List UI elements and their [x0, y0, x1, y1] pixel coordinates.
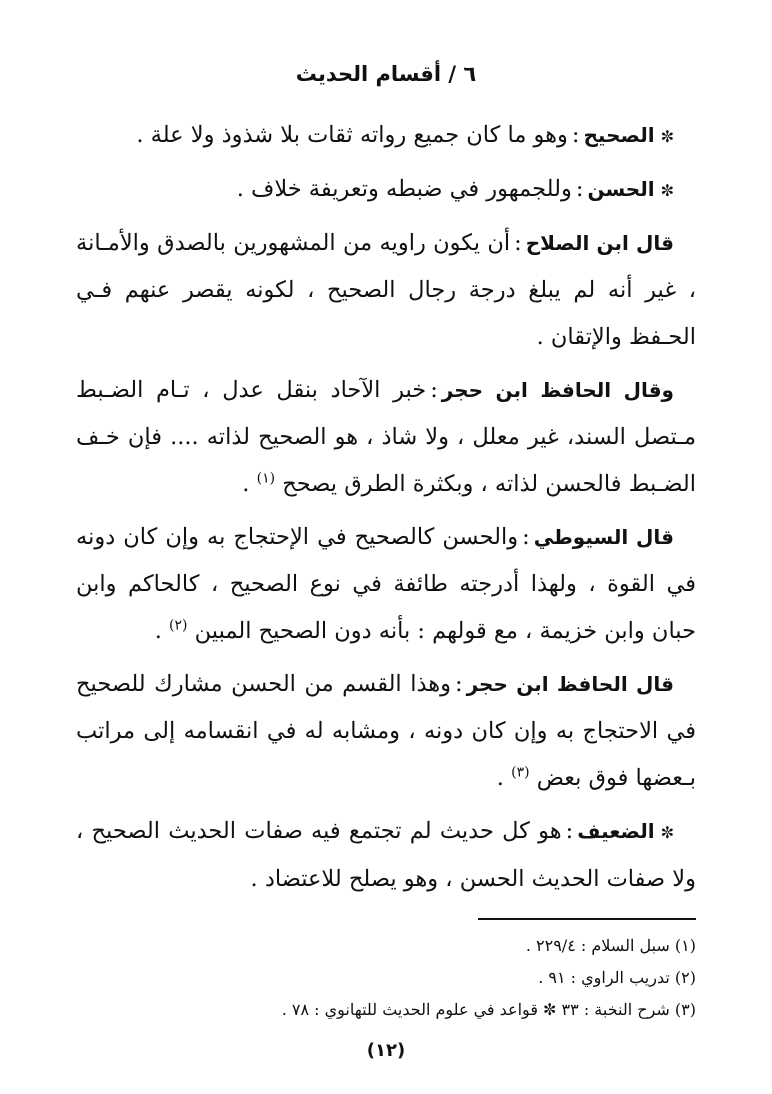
- star-marker-icon: ✼: [660, 127, 674, 146]
- term-suyuti: قال السيوطي: [533, 525, 674, 549]
- paragraph-text: وللجمهور في ضبطه وتعريفة خلاف .: [236, 176, 572, 202]
- separator: :: [455, 671, 463, 697]
- term-daif: الضعيف: [577, 819, 655, 843]
- paragraph-hasan: [76, 166, 696, 214]
- star-marker-icon: ✼: [660, 181, 674, 200]
- footnotes: [76, 930, 696, 1026]
- paragraph-daif: [76, 808, 696, 903]
- paragraph-text: هو كل حديث لم تجتمع فيه صفات الحديث الصحيح ، ولا صفات الحديث الحسن ، وهو يصلح للاعتضاد .: [76, 818, 696, 892]
- term-ibn-salah: قال ابن الصلاح: [525, 231, 674, 255]
- paragraph-ibn-salah: [76, 220, 696, 361]
- paragraph-end: .: [154, 618, 162, 644]
- term-ibn-hajar: قال الحافظ ابن حجر: [466, 672, 674, 696]
- paragraph-end: .: [242, 471, 250, 497]
- paragraph-ibn-hajar-definition: [76, 367, 696, 508]
- page-number: (١٢): [366, 1040, 406, 1061]
- footnote-ref-1[interactable]: (١): [256, 470, 276, 487]
- star-marker-icon: ✼: [660, 823, 674, 842]
- footnote-2: (٢) تدريب الراوي : ٩١ .: [538, 968, 696, 987]
- footnote-1: (١) سبل السلام : ٢٢٩/٤ .: [525, 936, 696, 955]
- main-text: [76, 112, 696, 909]
- separator: :: [430, 377, 438, 403]
- footnote-ref-3[interactable]: (٣): [511, 764, 530, 781]
- paragraph-suyuti: [76, 514, 696, 655]
- term-ibn-hajar: وقال الحافظ ابن حجر: [441, 378, 674, 402]
- paragraph-text: أن يكون راويه من المشهورين بالصدق والأمـانة ، غير أنه لم يبلغ درجة رجال الصحيح ، لكونه يقصر عنهم فـي الحـفظ والإتقان .: [76, 230, 696, 350]
- footnote-3: (٣) شرح النخبة : ٣٣ ✼ قواعد في علوم الحديث للتهانوي : ٧٨ .: [281, 1000, 696, 1019]
- separator: :: [571, 122, 580, 148]
- separator: :: [565, 818, 574, 844]
- paragraph-ibn-hajar-hasan: [76, 661, 696, 802]
- paragraph-text: وهذا القسم من الحسن مشارك للصحيح في الاحتجاج به وإن كان دونه ، ومشابه له في انقسامه إلى مراتب بـعضها فوق بعض: [76, 671, 696, 791]
- separator: :: [575, 176, 584, 202]
- footnote-ref-2[interactable]: (٢): [169, 617, 188, 634]
- separator: :: [522, 524, 530, 550]
- separator: :: [514, 230, 522, 256]
- paragraph-end: .: [496, 765, 504, 791]
- paragraph-sahih: [76, 112, 696, 160]
- paragraph-text: خبر الآحاد بنقل عدل ، تـام الضـبط مـتصل السند، غير معلل ، ولا شاذ ، هو الصحيح لذاته .... فإن خـف الضـبط فالحسن لذاته ، وبكثرة الطرق يصحح: [76, 377, 696, 497]
- term-hasan: الحسن: [587, 177, 655, 201]
- term-sahih: الصحيح: [583, 123, 655, 147]
- paragraph-text: وهو ما كان جميع رواته ثقات بلا شذوذ ولا علة .: [136, 122, 568, 148]
- page-title: ٦ / أقسام الحديث: [295, 62, 477, 86]
- footnote-divider: [478, 918, 696, 920]
- paragraph-text: والحسن كالصحيح في الإحتجاج به وإن كان دونه في القوة ، ولهذا أدرجته طائفة في نوع الصحيح ، كالحاكم وابن حبان وابن خزيمة ، مع قولهم : بأنه دون الصحيح المبين: [76, 524, 696, 644]
